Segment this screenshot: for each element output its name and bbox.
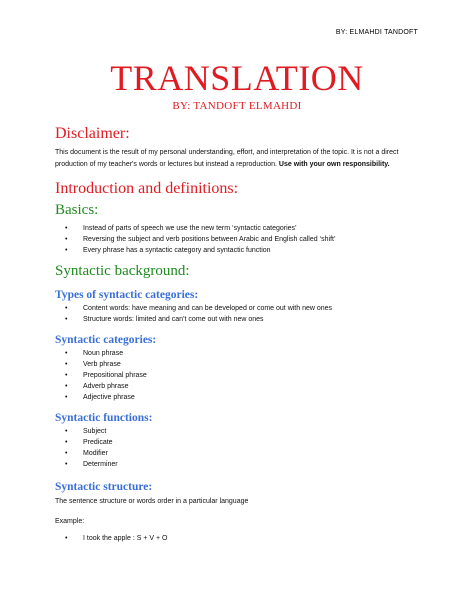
list-item	[55, 381, 425, 392]
bullet-icon: •	[65, 450, 68, 457]
document-body	[55, 124, 425, 544]
disclaimer-text	[55, 147, 425, 171]
example-list	[55, 533, 425, 544]
structure-text: The sentence structure or words order in a particular language	[55, 498, 249, 505]
bullet-icon: •	[65, 247, 68, 254]
list-item-text: Reversing the subject and verb positions between Arabic and English called ‘shift’	[83, 236, 336, 243]
bullet-icon: •	[65, 350, 68, 357]
list-item	[55, 314, 425, 325]
example-label: Example:	[55, 518, 85, 525]
bullet-icon: •	[65, 439, 68, 446]
intro-heading: Introduction and definitions:	[55, 180, 239, 197]
list-item-text: Subject	[83, 428, 107, 435]
disclaimer-body: This document is the result of my personal understanding, effort, and interpretation of the topic. It is not a direct production of my teacher's words or lectures but instead a reproduction.	[55, 149, 399, 168]
types-list	[55, 303, 425, 325]
bullet-icon: •	[65, 394, 68, 401]
categories-heading: Syntactic categories:	[55, 334, 157, 346]
list-item	[55, 533, 425, 544]
disclaimer-emphasis: Use with your own responsibility.	[278, 161, 390, 168]
bullet-icon: •	[65, 428, 68, 435]
header-author: BY: ELMAHDI TANDOFT	[335, 29, 418, 36]
list-item-text: Structure words: limited and can’t come out with new ones	[83, 316, 264, 323]
list-item	[55, 359, 425, 370]
list-item	[55, 459, 425, 470]
bullet-icon: •	[65, 535, 68, 542]
bullet-icon: •	[65, 236, 68, 243]
functions-list	[55, 426, 425, 470]
document-title: TRANSLATION	[110, 58, 364, 98]
list-item-text: Adverb phrase	[83, 383, 129, 390]
bullet-icon: •	[65, 383, 68, 390]
list-item	[55, 437, 425, 448]
basics-list	[55, 223, 425, 256]
list-item	[55, 448, 425, 459]
bullet-icon: •	[65, 372, 68, 379]
list-item	[55, 348, 425, 359]
list-item	[55, 426, 425, 437]
list-item-text: Modifier	[83, 450, 108, 457]
list-item	[55, 370, 425, 381]
syntactic-background-heading: Syntactic background:	[55, 263, 190, 279]
structure-heading: Syntactic structure:	[55, 481, 153, 493]
bullet-icon: •	[65, 316, 68, 323]
list-item	[55, 303, 425, 314]
list-item-text: Adjective phrase	[83, 394, 135, 401]
disclaimer-heading: Disclaimer:	[55, 125, 130, 142]
categories-list	[55, 348, 425, 403]
bullet-icon: •	[65, 225, 68, 232]
bullet-icon: •	[65, 361, 68, 368]
bullet-icon: •	[65, 305, 68, 312]
list-item-text: Every phrase has a syntactic category and syntactic function	[83, 247, 271, 254]
functions-heading: Syntactic functions:	[55, 412, 153, 424]
list-item	[55, 392, 425, 403]
list-item-text: Content words: have meaning and can be developed or come out with new ones	[83, 305, 333, 312]
basics-heading: Basics:	[55, 202, 99, 218]
list-item-text: Predicate	[83, 439, 113, 446]
list-item	[55, 234, 425, 245]
types-heading: Types of syntactic categories:	[55, 289, 199, 301]
list-item-text: Verb phrase	[83, 361, 121, 368]
list-item-text: Instead of parts of speech we use the new term ‘syntactic categories’	[83, 225, 297, 232]
list-item	[55, 223, 425, 234]
list-item-text: I took the apple : S + V + O	[83, 535, 168, 542]
list-item-text: Prepositional phrase	[83, 372, 147, 379]
bullet-icon: •	[65, 461, 68, 468]
list-item-text: Determiner	[83, 461, 118, 468]
document-subtitle: BY: TANDOFT ELMAHDI	[172, 100, 302, 112]
list-item	[55, 245, 425, 256]
list-item-text: Noun phrase	[83, 350, 124, 357]
